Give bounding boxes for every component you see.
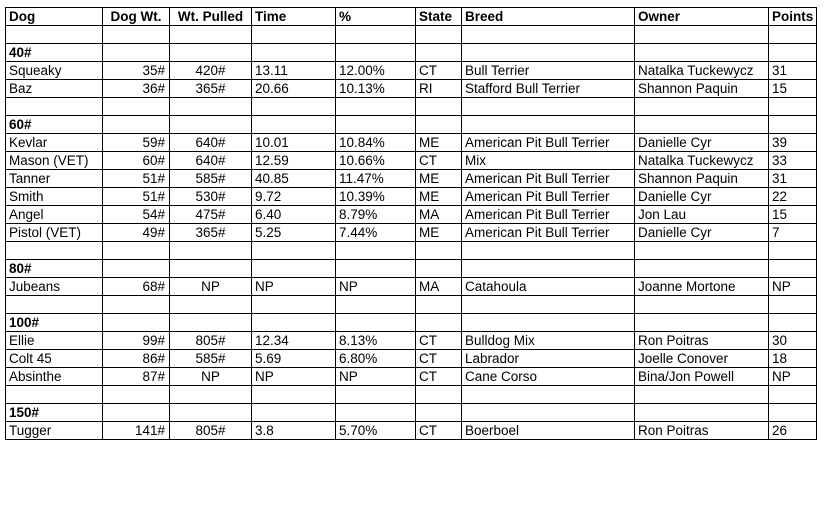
table-row — [6, 332, 817, 350]
dog-weight-cell: 60# — [103, 152, 170, 170]
points-cell: 22 — [769, 188, 817, 206]
col-header-points: Points — [769, 8, 817, 26]
col-header-dog: Dog — [6, 8, 103, 26]
owner-cell: Natalka Tuckewycz — [635, 152, 769, 170]
table-row — [6, 80, 817, 98]
percent-cell: 7.44% — [336, 224, 416, 242]
table-row — [6, 170, 817, 188]
weight-class-row — [6, 404, 817, 422]
dog-name-cell: Jubeans — [6, 278, 103, 296]
table-row — [6, 188, 817, 206]
header-row — [6, 8, 817, 26]
col-header-owner: Owner — [635, 8, 769, 26]
owner-cell: Danielle Cyr — [635, 188, 769, 206]
empty-cell — [769, 404, 817, 422]
empty-cell — [416, 404, 462, 422]
empty-cell — [769, 260, 817, 278]
empty-cell — [252, 296, 336, 314]
blank-row — [6, 296, 817, 314]
breed-cell: Catahoula — [462, 278, 635, 296]
table-row — [6, 206, 817, 224]
blank-row — [6, 386, 817, 404]
weight-class-row — [6, 44, 817, 62]
percent-cell: 8.13% — [336, 332, 416, 350]
empty-cell — [635, 296, 769, 314]
state-cell: ME — [416, 224, 462, 242]
percent-cell: NP — [336, 278, 416, 296]
blank-row — [6, 242, 817, 260]
points-cell: 7 — [769, 224, 817, 242]
empty-cell — [6, 242, 103, 260]
weight-pulled-cell: 805# — [170, 422, 252, 440]
points-cell: 31 — [769, 170, 817, 188]
table-row — [6, 62, 817, 80]
empty-cell — [170, 386, 252, 404]
dog-name-cell: Mason (VET) — [6, 152, 103, 170]
percent-cell: 8.79% — [336, 206, 416, 224]
state-cell: ME — [416, 170, 462, 188]
percent-cell: 10.13% — [336, 80, 416, 98]
weight-pulled-cell: 640# — [170, 134, 252, 152]
percent-cell: 5.70% — [336, 422, 416, 440]
table-header — [6, 8, 817, 26]
points-cell: 26 — [769, 422, 817, 440]
weight-class-label: 60# — [6, 116, 103, 134]
empty-cell — [462, 386, 635, 404]
empty-cell — [462, 26, 635, 44]
empty-cell — [103, 404, 170, 422]
owner-cell: Danielle Cyr — [635, 224, 769, 242]
table-row — [6, 350, 817, 368]
col-header-breed: Breed — [462, 8, 635, 26]
weight-pulled-cell: NP — [170, 278, 252, 296]
weight-class-label: 80# — [6, 260, 103, 278]
time-cell: 20.66 — [252, 80, 336, 98]
empty-cell — [769, 116, 817, 134]
empty-cell — [635, 404, 769, 422]
empty-cell — [336, 404, 416, 422]
empty-cell — [170, 242, 252, 260]
dog-name-cell: Angel — [6, 206, 103, 224]
owner-cell: Danielle Cyr — [635, 134, 769, 152]
empty-cell — [103, 242, 170, 260]
table-row — [6, 368, 817, 386]
time-cell: 5.25 — [252, 224, 336, 242]
dog-weight-cell: 59# — [103, 134, 170, 152]
empty-cell — [462, 314, 635, 332]
state-cell: CT — [416, 368, 462, 386]
empty-cell — [336, 26, 416, 44]
empty-cell — [462, 44, 635, 62]
percent-cell: 10.84% — [336, 134, 416, 152]
breed-cell: American Pit Bull Terrier — [462, 170, 635, 188]
empty-cell — [769, 98, 817, 116]
empty-cell — [416, 26, 462, 44]
table-row — [6, 134, 817, 152]
empty-cell — [170, 116, 252, 134]
weight-pulled-cell: NP — [170, 368, 252, 386]
time-cell: 12.59 — [252, 152, 336, 170]
weight-pulled-cell: 365# — [170, 80, 252, 98]
empty-cell — [252, 98, 336, 116]
dog-name-cell: Ellie — [6, 332, 103, 350]
empty-cell — [103, 44, 170, 62]
empty-cell — [416, 260, 462, 278]
percent-cell: 11.47% — [336, 170, 416, 188]
dog-name-cell: Squeaky — [6, 62, 103, 80]
empty-cell — [170, 404, 252, 422]
dog-weight-cell: 51# — [103, 188, 170, 206]
empty-cell — [336, 242, 416, 260]
dog-weight-cell: 99# — [103, 332, 170, 350]
time-cell: 3.8 — [252, 422, 336, 440]
time-cell: 5.69 — [252, 350, 336, 368]
breed-cell: American Pit Bull Terrier — [462, 134, 635, 152]
dog-name-cell: Smith — [6, 188, 103, 206]
breed-cell: American Pit Bull Terrier — [462, 206, 635, 224]
dog-name-cell: Tugger — [6, 422, 103, 440]
empty-cell — [635, 116, 769, 134]
percent-cell: 10.39% — [336, 188, 416, 206]
time-cell: NP — [252, 278, 336, 296]
empty-cell — [252, 26, 336, 44]
weight-class-row — [6, 260, 817, 278]
percent-cell: NP — [336, 368, 416, 386]
owner-cell: Joanne Mortone — [635, 278, 769, 296]
percent-cell: 6.80% — [336, 350, 416, 368]
owner-cell: Shannon Paquin — [635, 170, 769, 188]
weight-pulled-cell: 585# — [170, 170, 252, 188]
empty-cell — [103, 260, 170, 278]
empty-cell — [635, 44, 769, 62]
dog-name-cell: Kevlar — [6, 134, 103, 152]
breed-cell: Bull Terrier — [462, 62, 635, 80]
table-row — [6, 422, 817, 440]
empty-cell — [416, 386, 462, 404]
time-cell: 12.34 — [252, 332, 336, 350]
empty-cell — [635, 386, 769, 404]
blank-row — [6, 98, 817, 116]
state-cell: CT — [416, 62, 462, 80]
weight-class-row — [6, 314, 817, 332]
empty-cell — [252, 44, 336, 62]
empty-cell — [6, 296, 103, 314]
empty-cell — [635, 314, 769, 332]
empty-cell — [103, 296, 170, 314]
time-cell: 40.85 — [252, 170, 336, 188]
percent-cell: 10.66% — [336, 152, 416, 170]
state-cell: CT — [416, 332, 462, 350]
weight-pulled-cell: 530# — [170, 188, 252, 206]
owner-cell: Ron Poitras — [635, 332, 769, 350]
empty-cell — [336, 296, 416, 314]
empty-cell — [769, 26, 817, 44]
weight-pulled-cell: 805# — [170, 332, 252, 350]
empty-cell — [416, 242, 462, 260]
percent-cell: 12.00% — [336, 62, 416, 80]
dog-weight-cell: 36# — [103, 80, 170, 98]
dog-weight-cell: 49# — [103, 224, 170, 242]
state-cell: RI — [416, 80, 462, 98]
empty-cell — [170, 26, 252, 44]
empty-cell — [103, 314, 170, 332]
empty-cell — [416, 98, 462, 116]
table-row — [6, 224, 817, 242]
empty-cell — [252, 260, 336, 278]
empty-cell — [103, 98, 170, 116]
empty-cell — [336, 386, 416, 404]
blank-row — [6, 26, 817, 44]
weight-pulled-cell: 640# — [170, 152, 252, 170]
points-cell: 31 — [769, 62, 817, 80]
empty-cell — [769, 386, 817, 404]
empty-cell — [336, 260, 416, 278]
empty-cell — [336, 44, 416, 62]
dog-name-cell: Absinthe — [6, 368, 103, 386]
owner-cell: Ron Poitras — [635, 422, 769, 440]
dog-weight-cell: 141# — [103, 422, 170, 440]
state-cell: MA — [416, 278, 462, 296]
dog-weight-cell: 86# — [103, 350, 170, 368]
time-cell: 9.72 — [252, 188, 336, 206]
empty-cell — [103, 26, 170, 44]
col-header-time: Time — [252, 8, 336, 26]
points-cell: 39 — [769, 134, 817, 152]
time-cell: NP — [252, 368, 336, 386]
dog-weight-cell: 68# — [103, 278, 170, 296]
dog-name-cell: Pistol (VET) — [6, 224, 103, 242]
state-cell: CT — [416, 422, 462, 440]
points-cell: 15 — [769, 80, 817, 98]
empty-cell — [252, 386, 336, 404]
empty-cell — [336, 98, 416, 116]
empty-cell — [769, 314, 817, 332]
breed-cell: Cane Corso — [462, 368, 635, 386]
empty-cell — [769, 44, 817, 62]
weight-class-label: 100# — [6, 314, 103, 332]
breed-cell: Mix — [462, 152, 635, 170]
time-cell: 10.01 — [252, 134, 336, 152]
dog-weight-cell: 87# — [103, 368, 170, 386]
empty-cell — [252, 314, 336, 332]
empty-cell — [416, 116, 462, 134]
weight-class-row — [6, 116, 817, 134]
empty-cell — [103, 386, 170, 404]
breed-cell: Boerboel — [462, 422, 635, 440]
weight-class-label: 40# — [6, 44, 103, 62]
empty-cell — [769, 242, 817, 260]
dog-name-cell: Tanner — [6, 170, 103, 188]
points-cell: 33 — [769, 152, 817, 170]
state-cell: MA — [416, 206, 462, 224]
empty-cell — [252, 116, 336, 134]
points-cell: 30 — [769, 332, 817, 350]
owner-cell: Jon Lau — [635, 206, 769, 224]
weight-class-label: 150# — [6, 404, 103, 422]
table-body — [6, 26, 817, 440]
dog-weight-cell: 35# — [103, 62, 170, 80]
empty-cell — [170, 314, 252, 332]
empty-cell — [462, 242, 635, 260]
empty-cell — [170, 44, 252, 62]
empty-cell — [416, 296, 462, 314]
empty-cell — [416, 44, 462, 62]
breed-cell: Bulldog Mix — [462, 332, 635, 350]
owner-cell: Bina/Jon Powell — [635, 368, 769, 386]
empty-cell — [462, 260, 635, 278]
empty-cell — [635, 260, 769, 278]
empty-cell — [462, 296, 635, 314]
owner-cell: Shannon Paquin — [635, 80, 769, 98]
results-table — [5, 7, 817, 440]
points-cell: 18 — [769, 350, 817, 368]
owner-cell: Natalka Tuckewycz — [635, 62, 769, 80]
empty-cell — [170, 260, 252, 278]
col-header-state: State — [416, 8, 462, 26]
table-row — [6, 152, 817, 170]
weight-pulled-cell: 365# — [170, 224, 252, 242]
empty-cell — [635, 242, 769, 260]
empty-cell — [170, 98, 252, 116]
empty-cell — [635, 26, 769, 44]
empty-cell — [336, 314, 416, 332]
dog-name-cell: Colt 45 — [6, 350, 103, 368]
points-cell: NP — [769, 368, 817, 386]
dog-name-cell: Baz — [6, 80, 103, 98]
empty-cell — [336, 116, 416, 134]
breed-cell: Labrador — [462, 350, 635, 368]
points-cell: 15 — [769, 206, 817, 224]
dog-weight-cell: 54# — [103, 206, 170, 224]
empty-cell — [252, 404, 336, 422]
col-header-percent: % — [336, 8, 416, 26]
empty-cell — [6, 386, 103, 404]
time-cell: 6.40 — [252, 206, 336, 224]
breed-cell: American Pit Bull Terrier — [462, 224, 635, 242]
empty-cell — [462, 116, 635, 134]
empty-cell — [103, 116, 170, 134]
state-cell: ME — [416, 134, 462, 152]
points-cell: NP — [769, 278, 817, 296]
breed-cell: American Pit Bull Terrier — [462, 188, 635, 206]
empty-cell — [252, 242, 336, 260]
weight-pulled-cell: 420# — [170, 62, 252, 80]
empty-cell — [769, 296, 817, 314]
empty-cell — [6, 26, 103, 44]
time-cell: 13.11 — [252, 62, 336, 80]
empty-cell — [462, 98, 635, 116]
owner-cell: Joelle Conover — [635, 350, 769, 368]
col-header-weight-pulled: Wt. Pulled — [170, 8, 252, 26]
state-cell: ME — [416, 188, 462, 206]
state-cell: CT — [416, 350, 462, 368]
empty-cell — [170, 296, 252, 314]
state-cell: CT — [416, 152, 462, 170]
weight-pulled-cell: 475# — [170, 206, 252, 224]
col-header-dog-weight: Dog Wt. — [103, 8, 170, 26]
weight-pulled-cell: 585# — [170, 350, 252, 368]
empty-cell — [416, 314, 462, 332]
empty-cell — [6, 98, 103, 116]
table-row — [6, 278, 817, 296]
empty-cell — [462, 404, 635, 422]
breed-cell: Stafford Bull Terrier — [462, 80, 635, 98]
empty-cell — [635, 98, 769, 116]
dog-weight-cell: 51# — [103, 170, 170, 188]
